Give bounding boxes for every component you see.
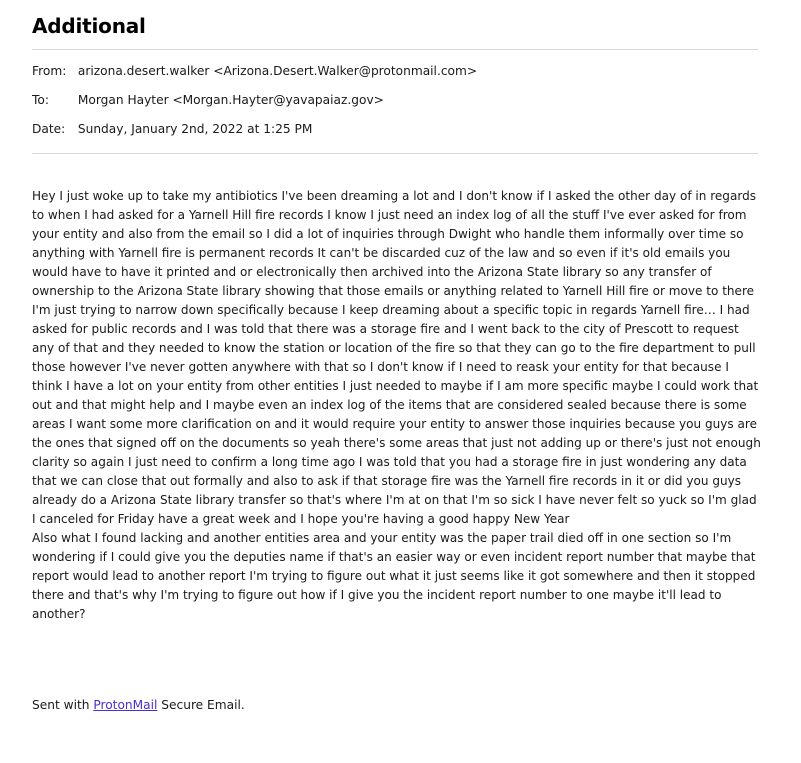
date-row xyxy=(32,121,312,137)
date-label: Date: xyxy=(32,122,66,136)
signature-suffix: Secure Email. xyxy=(157,698,245,712)
email-subject: Additional xyxy=(32,14,146,38)
email-signature xyxy=(32,697,245,713)
to-label: To: xyxy=(32,93,49,107)
protonmail-link[interactable]: ProtonMail xyxy=(93,698,158,712)
body-paragraph: Hey I just woke up to take my antibiotics I've been dreaming a lot and I don't know if I asked the other day of in regards to when I had asked for a Yarnell Hill fire records I know I just need an index log of all the stuff I've ever asked for from your entity and also from the email so I did a lot of inquiries through Dwight who handle them informally over time so anything with Yarnell fire is permanent records It can't be discarded cuz of the law and so even if it's old emails you would have to have it printed and or electronically then archived into the Arizona State library so any transfer of ownership to the Arizona State library showing that those emails or anything related to Yarnell Hill fire or move to there I'm just trying to narrow down specifically because I keep dreaming about a specific topic in regards Yarnell fire… I had asked for public records and I was told that there was a storage fire and I went back to the city of Prescott to request any of that and they needed to know the station or location of the fire so that they can go to the fire department to pull those however I've never gotten anywhere with that so I don't know if I need to reask your entity for that because I think I have a lot on your entity from other entities I just needed to maybe if I am more specific maybe I could work that out and that might help and I maybe even an index log of the items that are considered sealed because there is some areas I want some more clarification on and it would require your entity to answer those inquiries because you guys are the ones that signed off on the documents so yeah there's some areas that just not adding up or there's just not enough clarity so again I just need to confirm a long time ago I was told that you had a storage fire in just wondering any data that we can close that out formally and also to ask if that storage fire was the Yarnell fire records in it or did you guys already do a Arizona State library transfer so that's where I'm at on that I'm so sick I have never felt so yuck so I'm glad I canceled for Friday have a great week and I hope you're having a good happy New Year xyxy=(32,189,761,526)
header-divider-top xyxy=(32,49,758,50)
to-row xyxy=(32,92,384,108)
to-value: Morgan Hayter <Morgan.Hayter@yavapaiaz.gov> xyxy=(77,93,384,107)
from-value: arizona.desert.walker <Arizona.Desert.Walker@protonmail.com> xyxy=(77,64,478,78)
body-paragraph: Also what I found lacking and another entities area and your entity was the paper trail died off in one section so I'm wondering if I could give you the deputies name if that's an easier way or even incident report number that maybe that report would lead to another report I'm trying to figure out what it just seems like it got somewhere and then it stopped there and that's why I'm trying to figure out how if I give you the incident report number to one maybe it'll lead to another? xyxy=(32,531,756,621)
email-body xyxy=(32,187,762,624)
header-divider-bottom xyxy=(32,153,758,154)
signature-prefix: Sent with xyxy=(32,698,94,712)
from-row xyxy=(32,63,477,79)
from-label: From: xyxy=(32,64,67,78)
date-value: Sunday, January 2nd, 2022 at 1:25 PM xyxy=(77,122,313,136)
